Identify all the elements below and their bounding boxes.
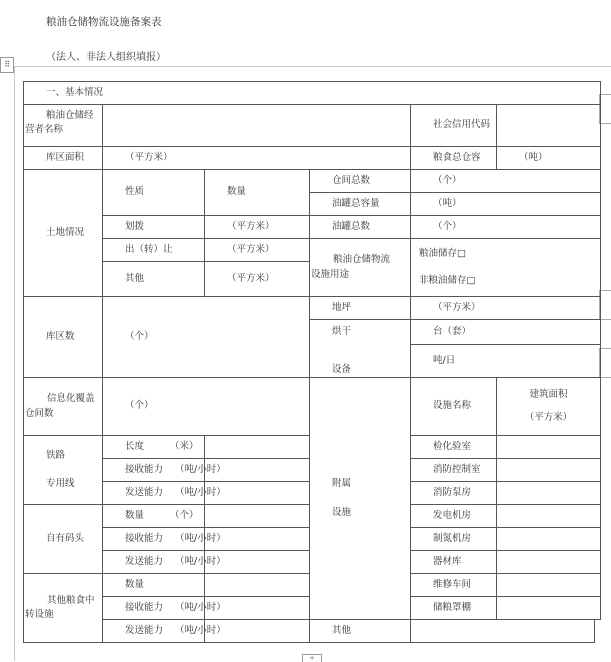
section-heading: 一、基本情况 xyxy=(24,82,601,105)
warehouse-count-label: 仓间总数 xyxy=(310,170,411,193)
credit-code-field[interactable] xyxy=(497,105,601,147)
transfer-field[interactable]: （平方米） xyxy=(205,239,310,262)
total-storage-field[interactable]: （吨） xyxy=(497,147,601,170)
non-grain-storage-label: 非粮油储存 xyxy=(419,274,467,286)
tank-count-label: 油罐总数 xyxy=(310,216,411,239)
zones-field[interactable]: （个） xyxy=(103,297,310,378)
dryer-capacity-field[interactable]: 吨/日 xyxy=(411,345,601,378)
use-options[interactable] xyxy=(411,239,601,297)
equipment-label: 设备 xyxy=(310,345,411,378)
others-field[interactable] xyxy=(411,620,595,643)
wharf-dispatch-label: 发送能力 （吨/小时） xyxy=(103,551,205,574)
wharf-count-field[interactable] xyxy=(205,505,310,528)
allocated-label: 划拨 xyxy=(103,216,205,239)
area-field[interactable]: （平方米） xyxy=(103,147,411,170)
lab-label: 检化验室 xyxy=(411,436,497,459)
area-label: 库区面积 xyxy=(24,147,103,170)
total-storage-label: 粮食总仓容 xyxy=(411,147,497,170)
rail-dispatch-label: 发送能力 （吨/小时） xyxy=(103,482,205,505)
registration-table xyxy=(23,81,601,643)
fire-control-field[interactable] xyxy=(497,459,601,482)
aux-facility-label: 附属 设施 xyxy=(310,378,411,620)
land-label: 土地情况 xyxy=(24,170,103,297)
transit-count-field[interactable] xyxy=(205,574,310,597)
zones-label: 库区数 xyxy=(24,297,103,378)
info-coverage-label: 信息化覆盖 仓间数 xyxy=(24,378,103,436)
transit-receive-label: 接收能力 （吨/小时） xyxy=(103,597,205,620)
shed-label: 储粮罩棚 xyxy=(411,597,497,620)
table-move-handle-icon[interactable]: ⠿ xyxy=(0,57,14,73)
operator-name-label: 粮油仓储经 营者名称 xyxy=(24,105,103,147)
tank-count-field[interactable]: （个） xyxy=(411,216,601,239)
wharf-count-label: 数量 （个） xyxy=(103,505,205,528)
repair-label: 维修车间 xyxy=(411,574,497,597)
transit-dispatch-label: 发送能力 （吨/小时） xyxy=(103,620,205,643)
non-grain-checkbox-icon[interactable]: □ xyxy=(466,274,476,286)
fire-control-label: 消防控制室 xyxy=(411,459,497,482)
other-land-label: 其他 xyxy=(103,262,205,297)
tank-capacity-label: 油罐总容量 xyxy=(310,193,411,216)
info-coverage-field[interactable]: （个） xyxy=(103,378,310,436)
fire-pump-field[interactable] xyxy=(497,482,601,505)
transit-count-label: 数量 xyxy=(103,574,205,597)
warehouse-count-field[interactable]: （个） xyxy=(411,170,601,193)
use-label: 粮油仓储物流 设施用途 xyxy=(310,239,411,297)
building-area-header: 建筑面积 （平方米） xyxy=(497,378,601,436)
form-title: 粮油仓储物流设施备案表 xyxy=(46,16,162,28)
rail-receive-label: 接收能力 （吨/小时） xyxy=(103,459,205,482)
dryer-label: 烘干 xyxy=(310,320,411,345)
length-field[interactable] xyxy=(205,436,310,459)
wharf-label: 自有码头 xyxy=(24,505,103,574)
equipment-store-field[interactable] xyxy=(497,551,601,574)
fire-pump-label: 消防泵房 xyxy=(411,482,497,505)
dryer-field[interactable]: 台（套） xyxy=(411,320,601,345)
other-land-field[interactable]: （平方米） xyxy=(205,262,310,297)
generator-label: 发电机房 xyxy=(411,505,497,528)
page-edge-left xyxy=(14,66,15,661)
form-subtitle: （法人、非法人组织填报） xyxy=(46,52,166,63)
floor-scale-field[interactable]: （平方米） xyxy=(411,297,601,320)
fumigation-label: 制氮机房 xyxy=(411,528,497,551)
nature-header: 性质 xyxy=(103,170,205,216)
allocated-field[interactable]: （平方米） xyxy=(205,216,310,239)
operator-name-field[interactable] xyxy=(103,105,411,147)
facility-name-header: 设施名称 xyxy=(411,378,497,436)
floor-scale-label: 地坪 xyxy=(310,297,411,320)
railway-label: 铁路 专用线 xyxy=(24,436,103,505)
transfer-label: 出（转）让 xyxy=(103,239,205,262)
shed-field[interactable] xyxy=(497,597,601,620)
wharf-receive-label: 接收能力 （吨/小时） xyxy=(103,528,205,551)
table-resize-handle-icon[interactable]: + xyxy=(302,654,322,662)
credit-code-label: 社会信用代码 xyxy=(411,105,497,147)
lab-field[interactable] xyxy=(497,436,601,459)
generator-field[interactable] xyxy=(497,505,601,528)
grain-oil-checkbox-icon[interactable]: □ xyxy=(457,248,466,260)
others-label: 其他 xyxy=(310,620,411,643)
quantity-header: 数量 xyxy=(205,170,310,216)
transit-facility-label: 其他粮食中 转设施 xyxy=(24,574,103,643)
equipment-store-label: 器材库 xyxy=(411,551,497,574)
length-label: 长度 （米） xyxy=(103,436,205,459)
repair-field[interactable] xyxy=(497,574,601,597)
tank-capacity-field[interactable]: （吨） xyxy=(411,193,601,216)
fumigation-field[interactable] xyxy=(497,528,601,551)
grain-oil-storage-label: 粮油储存 xyxy=(419,248,458,260)
page-edge-top xyxy=(14,66,611,67)
